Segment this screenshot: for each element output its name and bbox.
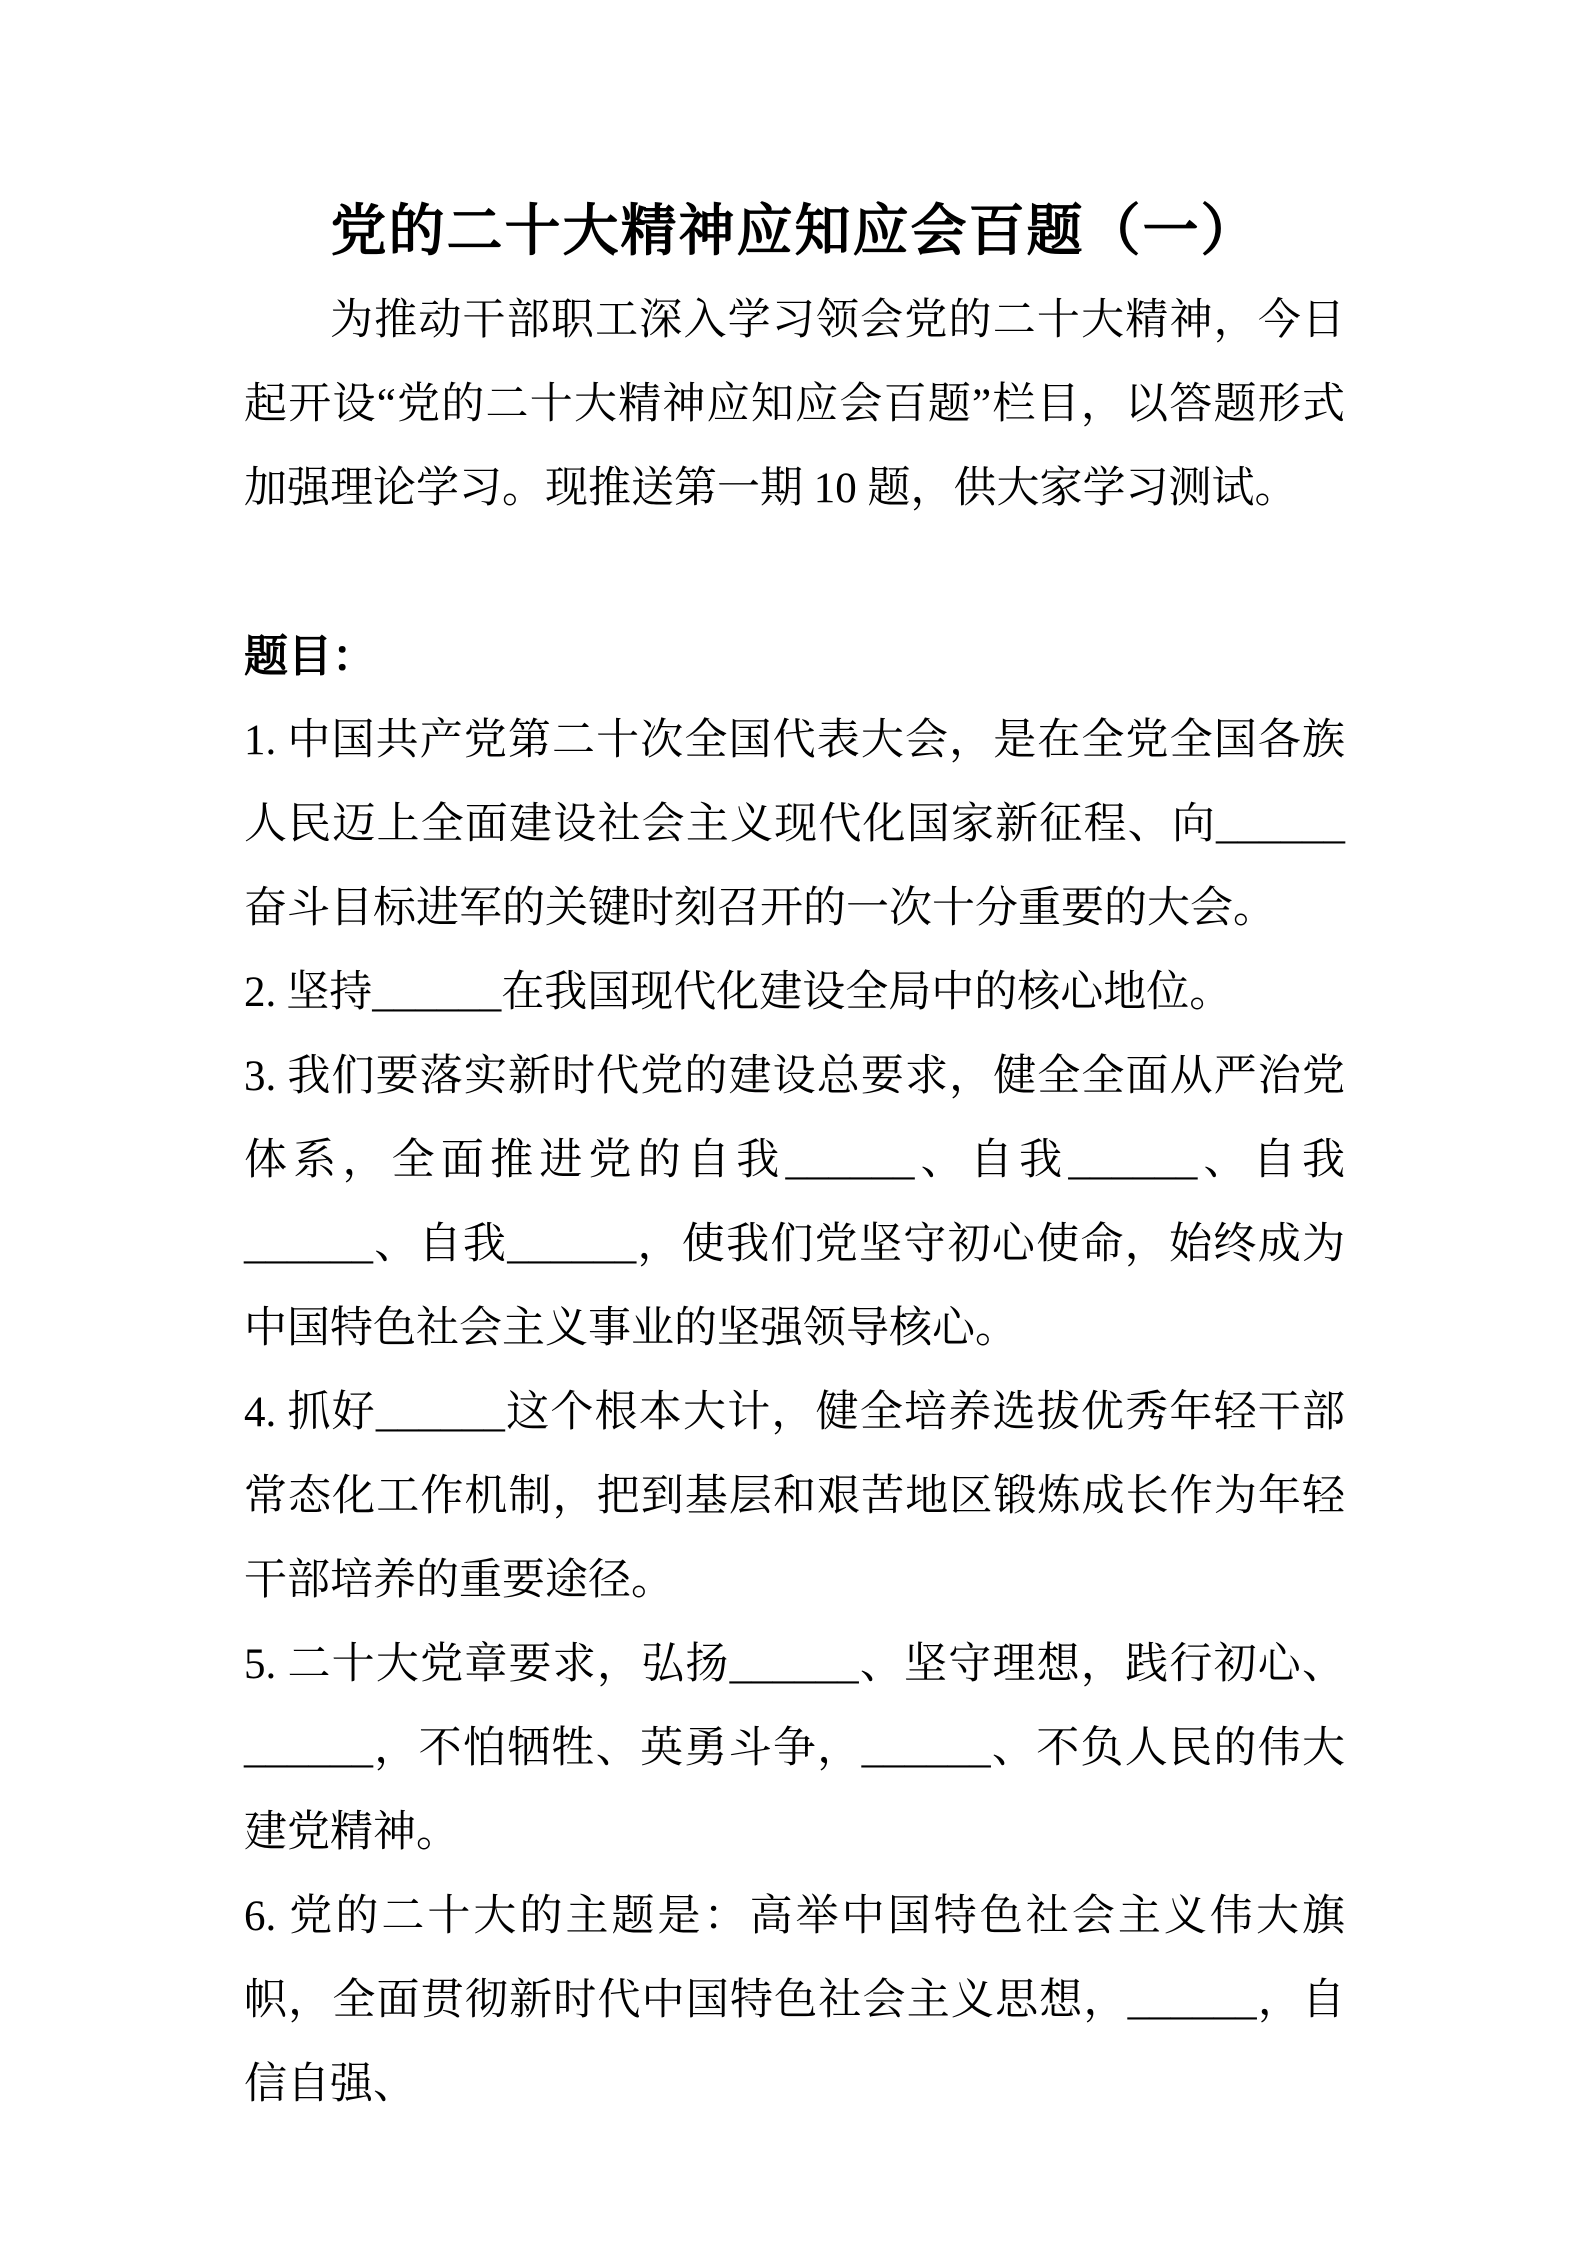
question-text: 坚持______在我国现代化建设全局中的核心地位。 <box>286 969 1233 1016</box>
question-item <box>244 1875 1345 2127</box>
question-number: 4. <box>244 1389 277 1436</box>
question-item <box>244 1371 1345 1623</box>
question-text: 二十大党章要求，弘扬______、坚守理想，践行初心、______，不怕牺牲、英勇斗争，______、不负人民的伟大建党精神。 <box>244 1641 1345 1856</box>
question-number: 1. <box>244 717 277 764</box>
document-content <box>244 185 1345 2127</box>
question-number: 5. <box>244 1641 277 1688</box>
blank-line <box>244 531 1345 615</box>
question-item <box>244 699 1345 951</box>
question-number: 6. <box>244 1893 277 1940</box>
question-text: 中国共产党第二十次全国代表大会，是在全党全国各族人民迈上全面建设社会主义现代化国家新征程、向______奋斗目标进军的关键时刻召开的一次十分重要的大会。 <box>244 717 1345 932</box>
question-item <box>244 1035 1345 1371</box>
intro-paragraph: 为推动干部职工深入学习领会党的二十大精神，今日起开设“党的二十大精神应知应会百题”栏目，以答题形式加强理论学习。现推送第一期 10 题，供大家学习测试。 <box>244 297 1345 512</box>
question-text: 抓好______这个根本大计，健全培养选拔优秀年轻干部常态化工作机制，把到基层和艰苦地区锻炼成长作为年轻干部培养的重要途径。 <box>244 1389 1345 1604</box>
question-item <box>244 1623 1345 1875</box>
question-text: 党的二十大的主题是：高举中国特色社会主义伟大旗帜，全面贯彻新时代中国特色社会主义思想，______，自信自强、 <box>244 1893 1345 2108</box>
section-heading: 题目： <box>244 632 376 681</box>
question-number: 2. <box>244 969 277 1016</box>
question-number: 3. <box>244 1053 277 1100</box>
document-title: 党的二十大精神应知应会百题（一） <box>330 201 1259 263</box>
question-item <box>244 951 1345 1035</box>
question-text: 我们要落实新时代党的建设总要求，健全全面从严治党体系，全面推进党的自我______、自我______、自我______、自我______，使我们党坚守初心使命，始终成为中国特色社会主义事业的坚强领导核心。 <box>244 1053 1345 1352</box>
